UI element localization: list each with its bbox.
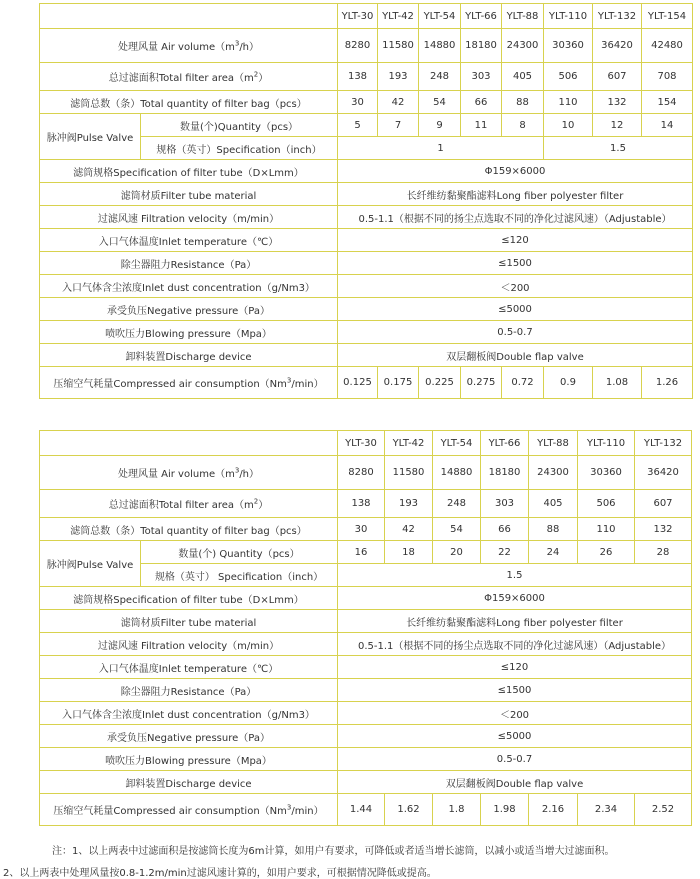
table-row (40, 63, 693, 91)
valve-qty-value: 20 (433, 541, 481, 564)
bag-qty-value: 132 (635, 518, 692, 541)
spec-value: 0.5-0.7 (338, 321, 693, 344)
bag-qty-value: 110 (578, 518, 635, 541)
filter-area-label (40, 63, 338, 91)
valve-qty-value: 14 (642, 114, 693, 137)
footnote-1: 注：1、以上两表中过滤面积是按滤筒长度为6m计算，如用户有要求，可降低或者适当增长滤筒，以减小或适当增大过滤面积。 (52, 846, 615, 857)
bag-qty-label: 滤筒总数（条）Total quantity of filter bag（pcs） (40, 91, 338, 114)
model-header: YLT-42 (378, 4, 419, 29)
air-consumption-value: 0.175 (378, 367, 419, 399)
label-label: 总过滤面积Total filter area（m (108, 500, 254, 511)
filter-area-value: 607 (593, 63, 642, 91)
table-row (40, 490, 692, 518)
valve-spec-label: 规格（英寸）Specification（inch） (141, 137, 338, 160)
air-consumption-label (40, 367, 338, 399)
spec-label: 过滤风速 Filtration velocity（m/min） (40, 633, 338, 656)
air-consumption-value: 1.26 (642, 367, 693, 399)
valve-qty-value: 24 (529, 541, 578, 564)
valve-qty-label: 数量(个) Quantity（pcs） (141, 541, 338, 564)
bag-qty-value: 30 (338, 518, 385, 541)
model-header: YLT-30 (338, 431, 385, 456)
spec-label: 过滤风速 Filtration velocity（m/min） (40, 206, 338, 229)
bag-qty-value: 88 (529, 518, 578, 541)
spec-value: ＜200 (338, 275, 693, 298)
air-volume-value: 30360 (544, 29, 593, 63)
label-sup: 2 (253, 497, 259, 506)
table-row (40, 725, 692, 748)
spec-value: 双层翻板阀Double flap valve (338, 344, 693, 367)
label-label: 压缩空气耗量Compressed air consumption（Nm (53, 379, 287, 390)
spec-value: 0.5-1.1（根据不同的扬尘点选取不同的净化过滤风速）（Adjustable） (338, 206, 693, 229)
valve-qty-value: 5 (338, 114, 378, 137)
table-row (40, 679, 692, 702)
model-header: YLT-66 (461, 4, 502, 29)
table-row (40, 183, 693, 206)
valve-spec-value: 1.5 (544, 137, 693, 160)
bag-qty-value: 54 (419, 91, 461, 114)
table-row (40, 633, 692, 656)
filter-area-value: 607 (635, 490, 692, 518)
filter-area-value: 193 (378, 63, 419, 91)
spec-value: ≤1500 (338, 679, 692, 702)
table-row (40, 275, 693, 298)
air-volume-value: 18180 (481, 456, 529, 490)
valve-spec-label: 规格（英寸） Specification（inch） (141, 564, 338, 587)
table-row (40, 702, 692, 725)
spec-value: 双层翻板阀Double flap valve (338, 771, 692, 794)
bag-qty-value: 110 (544, 91, 593, 114)
table-row (40, 4, 693, 29)
label-label: 压缩空气耗量Compressed air consumption（Nm (53, 806, 287, 817)
table-row (40, 252, 693, 275)
spec-label: 喷吹压力Blowing pressure（Mpa） (40, 321, 338, 344)
label-label: 处理风量 Air volume（m (117, 42, 235, 53)
spec-value: 0.5-1.1（根据不同的扬尘点选取不同的净化过滤风速）（Adjustable） (338, 633, 692, 656)
air-consumption-value: 0.125 (338, 367, 378, 399)
air-volume-value: 8280 (338, 456, 385, 490)
label-suffix: /h） (239, 42, 260, 53)
spec-label: 喷吹压力Blowing pressure（Mpa） (40, 748, 338, 771)
model-header: YLT-54 (419, 4, 461, 29)
air-consumption-value: 0.275 (461, 367, 502, 399)
air-consumption-value: 0.225 (419, 367, 461, 399)
spec-value: ≤1500 (338, 252, 693, 275)
air-volume-value: 18180 (461, 29, 502, 63)
label-sup: 3 (286, 803, 292, 812)
pulse-valve-label: 脉冲阀Pulse Valve (40, 541, 141, 587)
spec-value: 长纤维纺黏聚酯滤料Long fiber polyester filter (338, 610, 692, 633)
spec-label: 滤筒规格Specification of filter tube（D×Lmm） (40, 587, 338, 610)
bag-qty-value: 66 (481, 518, 529, 541)
valve-qty-value: 18 (385, 541, 433, 564)
spec-value: Φ159×6000 (338, 160, 693, 183)
spec-table-2 (39, 430, 692, 826)
spec-label: 滤筒材质Filter tube material (40, 610, 338, 633)
filter-area-value: 248 (433, 490, 481, 518)
filter-area-value: 248 (419, 63, 461, 91)
air-volume-value: 14880 (419, 29, 461, 63)
air-volume-value: 30360 (578, 456, 635, 490)
label-suffix: /h） (239, 469, 260, 480)
valve-qty-value: 12 (593, 114, 642, 137)
footnote-2: 2、以上两表中处理风量按0.8-1.2m/min过滤风速计算的，如用户要求，可根据情况降低或提高。 (3, 868, 437, 879)
valve-qty-value: 28 (635, 541, 692, 564)
spec-label: 入口气体含尘浓度Inlet dust concentration（g/Nm3） (40, 702, 338, 725)
label-label: 处理风量 Air volume（m (117, 469, 235, 480)
model-header: YLT-42 (385, 431, 433, 456)
table-row (40, 367, 693, 399)
valve-qty-value: 22 (481, 541, 529, 564)
air-volume-label (40, 29, 338, 63)
table-row (40, 794, 692, 826)
spec-label: 卸料装置Discharge device (40, 771, 338, 794)
air-volume-value: 11580 (385, 456, 433, 490)
table-row (40, 518, 692, 541)
spec-label: 除尘器阻力Resistance（Pa） (40, 679, 338, 702)
label-suffix: /min） (291, 806, 324, 817)
spec-table-1 (39, 3, 693, 399)
air-volume-value: 14880 (433, 456, 481, 490)
spec-label: 入口气体温度Inlet temperature（℃） (40, 656, 338, 679)
valve-qty-value: 10 (544, 114, 593, 137)
pulse-valve-label: 脉冲阀Pulse Valve (40, 114, 141, 160)
spec-value: ≤120 (338, 656, 692, 679)
air-consumption-value: 1.62 (385, 794, 433, 826)
filter-area-value: 138 (338, 63, 378, 91)
label-sup: 3 (286, 376, 292, 385)
air-consumption-value: 2.16 (529, 794, 578, 826)
bag-qty-label: 滤筒总数（条）Total quantity of filter bag（pcs） (40, 518, 338, 541)
air-volume-value: 36420 (593, 29, 642, 63)
air-volume-label (40, 456, 338, 490)
header-blank (40, 4, 338, 29)
spec-label: 滤筒规格Specification of filter tube（D×Lmm） (40, 160, 338, 183)
air-consumption-value: 1.98 (481, 794, 529, 826)
table-row (40, 610, 692, 633)
valve-qty-value: 16 (338, 541, 385, 564)
spec-value: 长纤维纺黏聚酯滤料Long fiber polyester filter (338, 183, 693, 206)
model-header: YLT-88 (529, 431, 578, 456)
air-consumption-value: 2.34 (578, 794, 635, 826)
spec-label: 滤筒材质Filter tube material (40, 183, 338, 206)
filter-area-value: 708 (642, 63, 693, 91)
table-row (40, 587, 692, 610)
model-header: YLT-110 (578, 431, 635, 456)
table-row (40, 431, 692, 456)
air-volume-value: 8280 (338, 29, 378, 63)
valve-qty-value: 11 (461, 114, 502, 137)
valve-qty-value: 9 (419, 114, 461, 137)
bag-qty-value: 54 (433, 518, 481, 541)
bag-qty-value: 88 (502, 91, 544, 114)
air-volume-value: 11580 (378, 29, 419, 63)
valve-spec-value: 1.5 (338, 564, 692, 587)
table-row (40, 29, 693, 63)
table-row (40, 114, 693, 137)
air-volume-value: 24300 (502, 29, 544, 63)
air-consumption-label (40, 794, 338, 826)
model-header: YLT-132 (593, 4, 642, 29)
model-header: YLT-66 (481, 431, 529, 456)
valve-spec-value: 1 (338, 137, 544, 160)
spec-value: ＜200 (338, 702, 692, 725)
table-row (40, 91, 693, 114)
table-row (40, 771, 692, 794)
table-row (40, 321, 693, 344)
table-row (40, 298, 693, 321)
air-consumption-value: 0.9 (544, 367, 593, 399)
spec-value: ≤5000 (338, 298, 693, 321)
spec-value: ≤120 (338, 229, 693, 252)
model-header: YLT-154 (642, 4, 693, 29)
table-row (40, 344, 693, 367)
table-row (40, 748, 692, 771)
label-suffix: ） (258, 500, 269, 511)
table-row (40, 541, 692, 564)
table-row (40, 656, 692, 679)
spec-label: 承受负压Negative pressure（Pa） (40, 298, 338, 321)
filter-area-value: 405 (529, 490, 578, 518)
table-row (40, 160, 693, 183)
spec-value: ≤5000 (338, 725, 692, 748)
label-sup: 2 (253, 70, 259, 79)
table-row (40, 206, 693, 229)
table-row (40, 456, 692, 490)
air-consumption-value: 2.52 (635, 794, 692, 826)
spec-value: 0.5-0.7 (338, 748, 692, 771)
header-blank (40, 431, 338, 456)
valve-qty-value: 7 (378, 114, 419, 137)
model-header: YLT-30 (338, 4, 378, 29)
model-header: YLT-110 (544, 4, 593, 29)
model-header: YLT-54 (433, 431, 481, 456)
bag-qty-value: 66 (461, 91, 502, 114)
valve-qty-value: 26 (578, 541, 635, 564)
filter-area-value: 303 (461, 63, 502, 91)
spec-label: 卸料装置Discharge device (40, 344, 338, 367)
spec-label: 除尘器阻力Resistance（Pa） (40, 252, 338, 275)
bag-qty-value: 42 (385, 518, 433, 541)
valve-qty-label: 数量(个)Quantity（pcs） (141, 114, 338, 137)
bag-qty-value: 42 (378, 91, 419, 114)
spec-label: 入口气体温度Inlet temperature（℃） (40, 229, 338, 252)
bag-qty-value: 132 (593, 91, 642, 114)
air-consumption-value: 1.08 (593, 367, 642, 399)
air-consumption-value: 1.44 (338, 794, 385, 826)
bag-qty-value: 30 (338, 91, 378, 114)
label-label: 总过滤面积Total filter area（m (108, 73, 254, 84)
filter-area-label (40, 490, 338, 518)
air-volume-value: 42480 (642, 29, 693, 63)
label-suffix: /min） (291, 379, 324, 390)
model-header: YLT-132 (635, 431, 692, 456)
air-consumption-value: 0.72 (502, 367, 544, 399)
filter-area-value: 138 (338, 490, 385, 518)
model-header: YLT-88 (502, 4, 544, 29)
spec-value: Φ159×6000 (338, 587, 692, 610)
spec-label: 承受负压Negative pressure（Pa） (40, 725, 338, 748)
filter-area-value: 506 (544, 63, 593, 91)
filter-area-value: 405 (502, 63, 544, 91)
air-volume-value: 36420 (635, 456, 692, 490)
air-volume-value: 24300 (529, 456, 578, 490)
spec-label: 入口气体含尘浓度Inlet dust concentration（g/Nm3） (40, 275, 338, 298)
valve-qty-value: 8 (502, 114, 544, 137)
air-consumption-value: 1.8 (433, 794, 481, 826)
filter-area-value: 506 (578, 490, 635, 518)
bag-qty-value: 154 (642, 91, 693, 114)
table-row (40, 229, 693, 252)
filter-area-value: 303 (481, 490, 529, 518)
label-sup: 3 (234, 39, 240, 48)
label-suffix: ） (258, 73, 269, 84)
filter-area-value: 193 (385, 490, 433, 518)
label-sup: 3 (234, 466, 240, 475)
